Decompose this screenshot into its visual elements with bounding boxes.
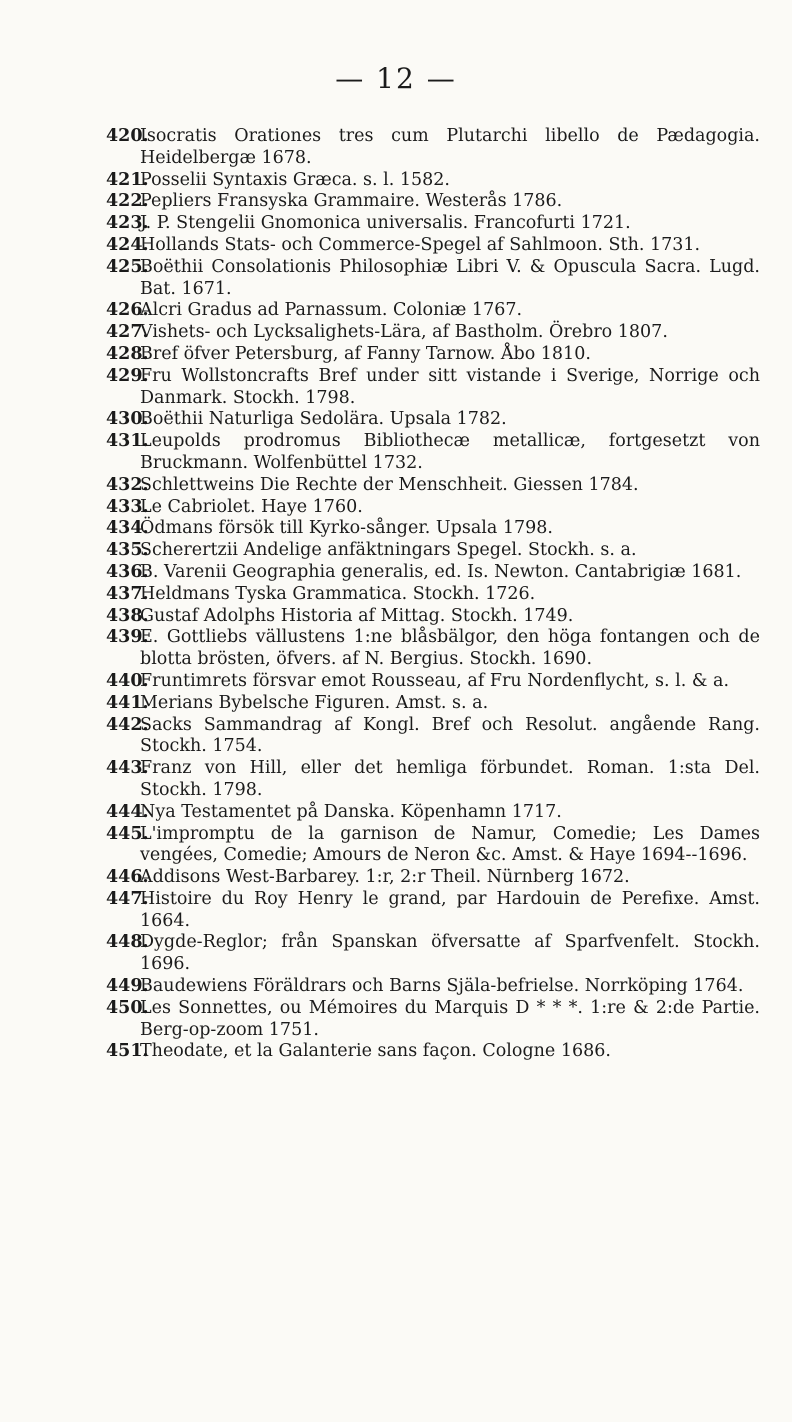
entry-text: Isocratis Orationes tres cum Plutarchi libello de Pædagogia. Heidelbergæ 1678.: [140, 126, 760, 168]
entry-number: 421.: [106, 169, 149, 190]
entry-number: 446.: [106, 867, 149, 888]
catalogue-entry: [106, 213, 760, 235]
entry-text: J. P. Stengelii Gnomonica universalis. Francofurti 1721.: [140, 213, 631, 234]
catalogue-entry: [106, 1041, 760, 1063]
catalogue-entry: [106, 802, 760, 824]
entry-text: Scherertzii Andelige anfäktningars Spegel. Stockh. s. a.: [140, 540, 637, 561]
entry-text: Nya Testamentet på Danska. Köpenhamn 1717.: [140, 801, 562, 822]
entry-text: Schlettweins Die Rechte der Menschheit. Giessen 1784.: [140, 474, 639, 495]
entry-text: Addisons West-Barbarey. 1:r, 2:r Theil. Nürnberg 1672.: [140, 867, 630, 888]
entry-number: 431.: [106, 431, 149, 452]
entry-number: 448.: [106, 932, 149, 953]
catalogue-entry: [106, 235, 760, 257]
entry-number: 442.: [106, 714, 149, 735]
entry-number: 451.: [106, 1041, 149, 1062]
entry-text: Theodate, et la Galanterie sans façon. Cologne 1686.: [140, 1041, 611, 1062]
entry-number: 436.: [106, 561, 149, 582]
entry-number: 426.: [106, 300, 149, 321]
entry-number: 433.: [106, 496, 149, 517]
entry-number: 420.: [106, 126, 149, 146]
entry-number: 447.: [106, 888, 149, 909]
entry-number: 449.: [106, 976, 149, 997]
catalogue-entry: [106, 976, 760, 998]
entry-number: 430.: [106, 409, 149, 430]
catalogue-entry: [106, 584, 760, 606]
entry-text: Fru Wollstoncrafts Bref under sitt vistande i Sverige, Norrige och Danmark. Stockh. 1798.: [140, 365, 760, 408]
entry-number: 435.: [106, 540, 149, 561]
catalogue-entry: [106, 409, 760, 431]
entry-text: Dygde-Reglor; från Spanskan öfversatte af Sparfvenfelt. Stockh. 1696.: [140, 932, 760, 975]
entry-number: 432.: [106, 474, 149, 495]
entry-text: Posselii Syntaxis Græca. s. l. 1582.: [140, 169, 450, 190]
entry-text: Pepliers Fransyska Grammaire. Westerås 1786.: [140, 191, 563, 212]
catalogue-entry: [106, 170, 760, 192]
catalogue-entry: [106, 867, 760, 889]
catalogue-entry: [106, 562, 760, 584]
catalogue-entry: [106, 540, 760, 562]
entry-number: 425.: [106, 256, 149, 277]
catalogue-entry: [106, 889, 760, 933]
entry-text: E. Gottliebs vällustens 1:ne blåsbälgor, den höga fontangen och de blotta brösten, öfvers. af N. Bergius. Stockh. 1690.: [140, 627, 760, 670]
catalogue-entry: [106, 431, 760, 475]
entry-text: Leupolds prodromus Bibliothecæ metallicæ, fortgesetzt von Bruckmann. Wolfenbüttel 1732.: [140, 431, 760, 473]
entry-text: Baudewiens Föräldrars och Barns Själa-befrielse. Norrköping 1764.: [140, 976, 744, 997]
catalogue-entry: [106, 257, 760, 301]
entry-number: 437.: [106, 583, 149, 604]
catalogue-entry: [106, 998, 760, 1042]
entry-number: 428.: [106, 343, 149, 364]
entry-number: 444.: [106, 801, 149, 822]
catalogue-entries: [106, 126, 760, 1063]
entry-text: Franz von Hill, eller det hemliga förbundet. Roman. 1:sta Del. Stockh. 1798.: [140, 758, 760, 800]
catalogue-entry: [106, 344, 760, 366]
entry-number: 422.: [106, 191, 149, 212]
entry-text: Histoire du Roy Henry le grand, par Hardouin de Perefixe. Amst. 1664.: [140, 888, 760, 931]
catalogue-entry: [106, 366, 760, 410]
catalogue-entry: [106, 824, 760, 868]
entry-number: 434.: [106, 518, 149, 539]
entry-text: B. Varenii Geographia generalis, ed. Is. Newton. Cantabrigiæ 1681.: [140, 561, 742, 582]
entry-text: Le Cabriolet. Haye 1760.: [140, 496, 363, 517]
entry-number: 438.: [106, 605, 149, 626]
catalogue-entry: [106, 518, 760, 540]
entry-text: Ödmans försök till Kyrko-sånger. Upsala 1798.: [140, 518, 553, 539]
entry-text: Merians Bybelsche Figuren. Amst. s. a.: [140, 692, 489, 713]
entry-text: Bref öfver Petersburg, af Fanny Tarnow. Åbo 1810.: [140, 343, 591, 364]
catalogue-entry: [106, 758, 760, 802]
catalogue-entry: [106, 191, 760, 213]
catalogue-entry: [106, 322, 760, 344]
entry-text: Alcri Gradus ad Parnassum. Coloniæ 1767.: [140, 300, 523, 321]
entry-number: 443.: [106, 758, 149, 779]
catalogue-entry: [106, 497, 760, 519]
catalogue-entry: [106, 693, 760, 715]
entry-number: 439.: [106, 627, 149, 648]
entry-number: 445.: [106, 823, 149, 844]
entry-text: Vishets- och Lycksalighets-Lära, af Bastholm. Örebro 1807.: [140, 322, 668, 343]
catalogue-entry: [106, 932, 760, 976]
entry-number: 429.: [106, 365, 149, 386]
page-number: — 12 —: [335, 62, 457, 95]
catalogue-entry: [106, 715, 760, 759]
entry-text: Hollands Stats- och Commerce-Spegel af Sahlmoon. Sth. 1731.: [140, 234, 701, 255]
entry-text: L'impromptu de la garnison de Namur, Comedie; Les Dames vengées, Comedie; Amours de Neron &c. Amst. & Haye 1694--1696.: [140, 823, 760, 866]
entry-text: Fruntimrets försvar emot Rousseau, af Fru Nordenflycht, s. l. & a.: [140, 670, 730, 691]
catalogue-entry: [106, 300, 760, 322]
entry-number: 441.: [106, 692, 149, 713]
entry-text: Boëthii Consolationis Philosophiæ Libri V. & Opuscula Sacra. Lugd. Bat. 1671.: [140, 256, 760, 299]
entry-number: 440.: [106, 670, 149, 691]
entry-text: Gustaf Adolphs Historia af Mittag. Stockh. 1749.: [140, 605, 574, 626]
entry-text: Les Sonnettes, ou Mémoires du Marquis D * * *. 1:re & 2:de Partie. Berg-op-zoom 1751.: [140, 997, 760, 1040]
entry-text: Boëthii Naturliga Sedolära. Upsala 1782.: [140, 409, 507, 430]
entry-text: Heldmans Tyska Grammatica. Stockh. 1726.: [140, 583, 536, 604]
entry-text: Sacks Sammandrag af Kongl. Bref och Resolut. angående Rang. Stockh. 1754.: [140, 714, 760, 757]
catalogue-entry: [106, 475, 760, 497]
entry-number: 424.: [106, 234, 149, 255]
catalogue-entry: [106, 671, 760, 693]
catalogue-entry: [106, 606, 760, 628]
entry-number: 450.: [106, 997, 149, 1018]
catalogue-entry: [106, 627, 760, 671]
entry-number: 427.: [106, 322, 149, 343]
entry-number: 423.: [106, 213, 149, 234]
catalogue-entry: [106, 126, 760, 170]
